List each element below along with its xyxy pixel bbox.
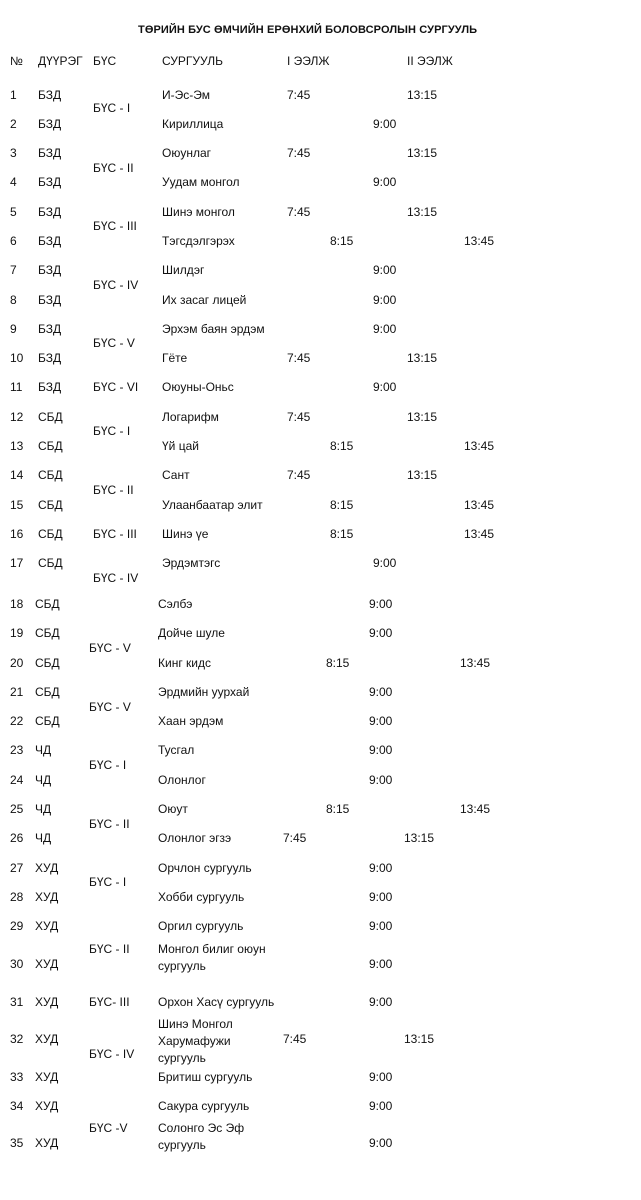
shift2-early-time: 13:15 [404, 1032, 435, 1046]
shift1-late-time: 8:15 [330, 527, 354, 541]
row-number: 22 [10, 714, 24, 728]
school-name: Орчлон сургууль [158, 861, 252, 875]
bus-zone-label: БҮС - VI [93, 380, 139, 394]
district-cell: СБД [35, 656, 60, 670]
school-name: Шинэ үе [162, 527, 209, 541]
school-name: Бритиш сургууль [158, 1070, 253, 1084]
school-name: И-Эс-Эм [162, 88, 210, 102]
shift2-late-time: 13:45 [464, 527, 495, 541]
school-name: Улаанбаатар элит [162, 498, 263, 512]
bus-zone-label: БҮС - IV [93, 571, 139, 585]
bus-zone-label: БҮС- III [89, 995, 130, 1009]
row-number: 28 [10, 890, 24, 904]
header-bus: БҮС [93, 54, 117, 68]
school-name: Монгол билиг оюун сургууль [158, 942, 266, 973]
school-name: Солонго Эс Эф сургууль [158, 1121, 245, 1152]
school-name: Оюут [158, 802, 188, 816]
shift1-late-time: 9:00 [369, 773, 393, 787]
shift2-early-time: 13:15 [407, 468, 438, 482]
school-name: Сант [162, 468, 190, 482]
district-cell: СБД [35, 685, 60, 699]
shift1-late-time: 9:00 [369, 1070, 393, 1084]
school-name: Сэлбэ [158, 597, 193, 611]
school-name: Уудам монгол [162, 175, 240, 189]
bus-zone-label: БҮС -V [89, 1121, 128, 1135]
school-name: Үй цай [162, 439, 199, 453]
shift1-late-time: 8:15 [326, 802, 350, 816]
district-cell: ХУД [35, 1070, 59, 1084]
shift1-late-time: 9:00 [373, 263, 397, 277]
row-number: 29 [10, 919, 24, 933]
district-cell: ЧД [35, 802, 52, 816]
shift1-late-time: 9:00 [369, 714, 393, 728]
shift2-late-time: 13:45 [464, 439, 495, 453]
row-number: 21 [10, 685, 24, 699]
district-cell: ХУД [35, 995, 59, 1009]
school-name: Хаан эрдэм [158, 714, 224, 728]
shift2-early-time: 13:15 [407, 410, 438, 424]
row-number: 12 [10, 410, 24, 424]
header-no: № [10, 54, 23, 68]
shift1-late-time: 8:15 [330, 234, 354, 248]
bus-zone-label: БҮС - I [93, 424, 131, 438]
school-name: Оюунлаг [162, 146, 212, 160]
district-cell: БЗД [38, 117, 62, 131]
school-name: Шилдэг [162, 263, 205, 277]
shift1-early-time: 7:45 [287, 410, 311, 424]
bus-zone-label: БҮС - V [89, 700, 131, 714]
district-cell: ЧД [35, 773, 52, 787]
school-name: Тусгал [158, 743, 195, 757]
row-number: 19 [10, 626, 24, 640]
row-number: 30 [10, 957, 24, 971]
row-number: 33 [10, 1070, 24, 1084]
header-district: ДҮҮРЭГ [38, 54, 83, 68]
bus-zone-label: БҮС - I [89, 875, 127, 889]
bus-zone-label: БҮС - IV [89, 1047, 135, 1061]
shift1-late-time: 9:00 [369, 861, 393, 875]
row-number: 27 [10, 861, 24, 875]
shift1-early-time: 7:45 [283, 1032, 307, 1046]
shift1-late-time: 9:00 [369, 685, 393, 699]
shift1-early-time: 7:45 [287, 351, 311, 365]
shift1-late-time: 9:00 [373, 175, 397, 189]
bus-zone-label: БҮС - II [89, 817, 130, 831]
row-number: 26 [10, 831, 24, 845]
shift1-late-time: 9:00 [373, 556, 397, 570]
shift1-early-time: 7:45 [287, 468, 311, 482]
bus-zone-label: БҮС - V [93, 336, 135, 350]
row-number: 16 [10, 527, 24, 541]
shift1-late-time: 9:00 [369, 1099, 393, 1113]
shift1-early-time: 7:45 [287, 88, 311, 102]
school-name: Их засаг лицей [162, 293, 247, 307]
row-number: 11 [10, 380, 23, 394]
row-number: 9 [10, 322, 17, 336]
bus-zone-label: БҮС - II [93, 483, 134, 497]
shift2-early-time: 13:15 [407, 351, 438, 365]
district-cell: БЗД [38, 322, 62, 336]
header-shift1: I ЭЭЛЖ [287, 54, 330, 68]
shift1-late-time: 8:15 [330, 439, 354, 453]
bus-zone-label: БҮС - I [93, 101, 131, 115]
school-name: Олонлог [158, 773, 206, 787]
row-number: 7 [10, 263, 17, 277]
school-name: Хобби сургууль [158, 890, 245, 904]
shift1-late-time: 9:00 [373, 293, 397, 307]
school-name: Сакура сургууль [158, 1099, 250, 1113]
bus-zone-label: БҮС - V [89, 641, 131, 655]
district-cell: БЗД [38, 205, 62, 219]
shift1-late-time: 9:00 [369, 743, 393, 757]
school-name: Кинг кидс [158, 656, 211, 670]
row-number: 10 [10, 351, 24, 365]
bus-zone-label: БҮС - I [89, 758, 127, 772]
district-cell: ХУД [35, 919, 59, 933]
row-number: 13 [10, 439, 24, 453]
district-cell: ЧД [35, 743, 52, 757]
row-number: 20 [10, 656, 24, 670]
district-cell: БЗД [38, 88, 62, 102]
header-shift2: II ЭЭЛЖ [407, 54, 453, 68]
row-number: 1 [10, 88, 17, 102]
school-name: Орхон Хасү сургууль [158, 995, 275, 1009]
shift1-late-time: 9:00 [369, 626, 393, 640]
row-number: 2 [10, 117, 17, 131]
district-cell: СБД [38, 439, 63, 453]
row-number: 31 [10, 995, 24, 1009]
school-name: Шинэ Монгол Харумафужи сургууль [158, 1017, 233, 1065]
school-name: Кириллица [162, 117, 224, 131]
school-name: Дойче шуле [158, 626, 225, 640]
bus-zone-label: БҮС - III [93, 527, 137, 541]
school-name: Оргил сургууль [158, 919, 244, 933]
shift2-late-time: 13:45 [460, 656, 491, 670]
row-number: 35 [10, 1136, 24, 1150]
row-number: 14 [10, 468, 24, 482]
school-name: Эрдмийн уурхай [158, 685, 250, 699]
shift2-early-time: 13:15 [407, 88, 438, 102]
shift1-late-time: 9:00 [369, 919, 393, 933]
shift1-early-time: 7:45 [287, 146, 311, 160]
bus-zone-label: БҮС - II [89, 942, 130, 956]
row-number: 25 [10, 802, 24, 816]
district-cell: ХУД [35, 957, 59, 971]
school-name: Олонлог эгзэ [158, 831, 232, 845]
row-number: 34 [10, 1099, 24, 1113]
row-number: 24 [10, 773, 24, 787]
row-number: 3 [10, 146, 17, 160]
shift2-late-time: 13:45 [464, 498, 495, 512]
district-cell: ХУД [35, 1032, 59, 1046]
school-name: Логарифм [162, 410, 219, 424]
row-number: 32 [10, 1032, 24, 1046]
shift1-early-time: 7:45 [283, 831, 307, 845]
district-cell: СБД [38, 468, 63, 482]
district-cell: СБД [35, 626, 60, 640]
district-cell: ХУД [35, 861, 59, 875]
shift2-early-time: 13:15 [407, 205, 438, 219]
district-cell: ЧД [35, 831, 52, 845]
school-name: Шинэ монгол [162, 205, 235, 219]
district-cell: ХУД [35, 1099, 59, 1113]
district-cell: БЗД [38, 146, 62, 160]
shift2-late-time: 13:45 [464, 234, 495, 248]
bus-zone-label: БҮС - III [93, 219, 137, 233]
shift2-early-time: 13:15 [404, 831, 435, 845]
district-cell: ХУД [35, 890, 59, 904]
district-cell: СБД [38, 556, 63, 570]
district-cell: СБД [38, 410, 63, 424]
district-cell: БЗД [38, 175, 62, 189]
row-number: 15 [10, 498, 24, 512]
school-name: Оюуны-Оньс [162, 380, 234, 394]
shift1-late-time: 9:00 [373, 380, 397, 394]
shift1-late-time: 9:00 [373, 322, 397, 336]
row-number: 6 [10, 234, 17, 248]
shift1-late-time: 9:00 [369, 995, 393, 1009]
shift2-early-time: 13:15 [407, 146, 438, 160]
shift2-late-time: 13:45 [460, 802, 491, 816]
row-number: 17 [10, 556, 24, 570]
district-cell: СБД [38, 527, 63, 541]
row-number: 4 [10, 175, 17, 189]
header-school: СУРГУУЛЬ [162, 54, 223, 68]
row-number: 5 [10, 205, 17, 219]
row-number: 23 [10, 743, 24, 757]
district-cell: СБД [35, 714, 60, 728]
district-cell: БЗД [38, 380, 62, 394]
shift1-early-time: 7:45 [287, 205, 311, 219]
school-name: Эрхэм баян эрдэм [162, 322, 265, 336]
row-number: 18 [10, 597, 24, 611]
shift1-late-time: 8:15 [330, 498, 354, 512]
district-cell: СБД [35, 597, 60, 611]
district-cell: БЗД [38, 263, 62, 277]
bus-zone-label: БҮС - IV [93, 278, 139, 292]
district-cell: ХУД [35, 1136, 59, 1150]
shift1-late-time: 9:00 [369, 890, 393, 904]
district-cell: БЗД [38, 234, 62, 248]
school-name: Эрдэмтэгс [162, 556, 221, 570]
school-name: Тэгсдэлгэрэх [162, 234, 235, 248]
district-cell: СБД [38, 498, 63, 512]
shift1-late-time: 9:00 [373, 117, 397, 131]
district-cell: БЗД [38, 293, 62, 307]
district-cell: БЗД [38, 351, 62, 365]
row-number: 8 [10, 293, 17, 307]
shift1-late-time: 8:15 [326, 656, 350, 670]
page-title: ТӨРИЙН БУС ӨМЧИЙН ЕРӨНХИЙ БОЛОВСРОЛЫН СУРГУУЛЬ [138, 24, 478, 36]
bus-zone-label: БҮС - II [93, 161, 134, 175]
school-name: Гёте [162, 351, 188, 365]
shift1-late-time: 9:00 [369, 1136, 393, 1150]
shift1-late-time: 9:00 [369, 957, 393, 971]
shift1-late-time: 9:00 [369, 597, 393, 611]
